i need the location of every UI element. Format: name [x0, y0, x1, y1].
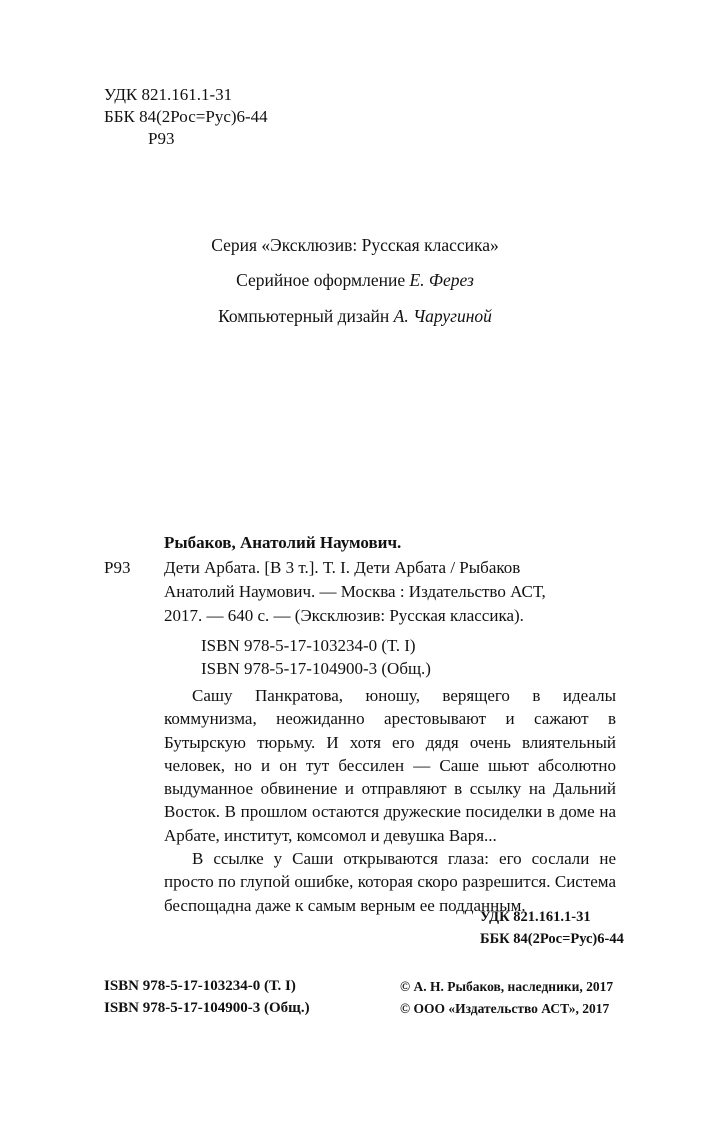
- isbn-set: ISBN 978-5-17-104900-3 (Общ.): [201, 659, 431, 678]
- biblio-line: Дети Арбата. [В 3 т.]. Т. I. Дети Арбата / Рыбаков: [164, 558, 521, 577]
- isbn-volume: ISBN 978-5-17-103234-0 (Т. I): [201, 636, 416, 655]
- computer-designer-name: А. Чаругиной: [393, 306, 492, 326]
- computer-design-credit: [100, 306, 610, 327]
- biblio-line: Анатолий Наумович. — Москва : Издательство АСТ,: [164, 582, 546, 601]
- footer-bbk-code: ББК 84(2Рос=Рус)6-44: [480, 931, 624, 947]
- footer-isbn-set: ISBN 978-5-17-104900-3 (Общ.): [104, 1000, 310, 1016]
- author-heading: Рыбаков, Анатолий Наумович.: [164, 533, 402, 552]
- footer-isbn-volume: ISBN 978-5-17-103234-0 (Т. I): [104, 978, 296, 994]
- footer-udk-code: УДК 821.161.1-31: [480, 909, 591, 925]
- udk-code: УДК 821.161.1-31: [104, 85, 233, 104]
- copyright-publisher: © ООО «Издательство АСТ», 2017: [400, 1001, 610, 1016]
- computer-design-label: Компьютерный дизайн: [218, 306, 394, 326]
- copyright-author: © А. Н. Рыбаков, наследники, 2017: [400, 979, 614, 994]
- author-mark: Р93: [148, 129, 175, 148]
- series-design-credit: [100, 270, 610, 291]
- biblio-code: Р93: [104, 558, 131, 577]
- annotation-paragraph: Сашу Панкратова, юношу, верящего в идеалы коммунизма, неожиданно арестовывают и сажают в Бутырскую тюрьму. И хотя его дядя очень влиятельный человек, но и он тут бессилен — Саше шьют абсолютно выдуманное обвинение и отправляют в ссылку на Дальний Восток. В прошлом остаются дружеские посиделки в доме на Арбате, институт, комсомол и девушка Варя...: [164, 686, 616, 845]
- annotation: [164, 684, 616, 917]
- biblio-line: 2017. — 640 с. — (Эксклюзив: Русская классика).: [164, 606, 524, 625]
- series-designer-name: Е. Ферез: [409, 270, 474, 290]
- series-title: Серия «Эксклюзив: Русская классика»: [211, 235, 499, 255]
- series-design-label: Серийное оформление: [236, 270, 410, 290]
- bbk-code: ББК 84(2Рос=Рус)6-44: [104, 107, 268, 126]
- annotation-paragraph: В ссылке у Саши открываются глаза: его сослали не просто по глупой ошибке, которая скоро разрешится. Система беспощадна даже к самым верным ее подданным.: [164, 849, 616, 915]
